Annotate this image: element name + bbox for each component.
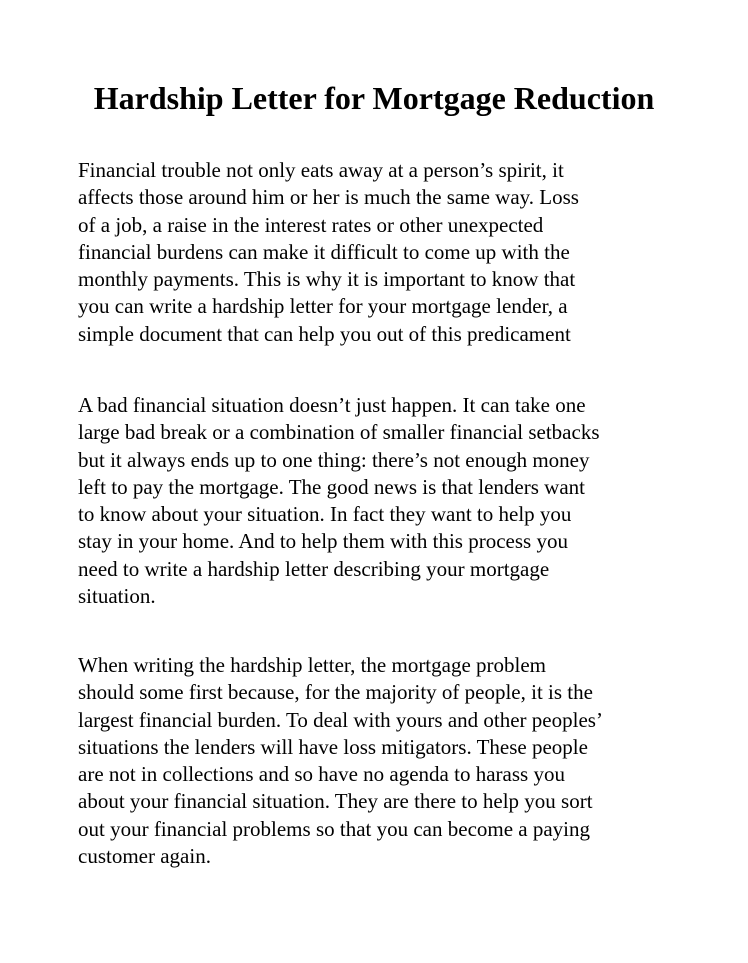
- paragraph-line: about your financial situation. They are there to help you sort: [78, 789, 593, 814]
- paragraph-line: large bad break or a combination of smaller financial setbacks: [78, 420, 600, 445]
- paragraph-line: customer again.: [78, 844, 211, 869]
- paragraph-line: should some first because, for the majority of people, it is the: [78, 680, 593, 705]
- paragraph-line: affects those around him or her is much the same way. Loss: [78, 185, 579, 210]
- paragraph-line: situations the lenders will have loss mitigators. These people: [78, 734, 588, 759]
- paragraph-line: simple document that can help you out of this predicament: [78, 321, 571, 346]
- paragraph-line: but it always ends up to one thing: there’s not enough money: [78, 447, 590, 472]
- paragraph-line: monthly payments. This is why it is important to know that: [78, 267, 576, 292]
- paragraph-line: need to write a hardship letter describing your mortgage: [78, 556, 550, 581]
- paragraph-line: stay in your home. And to help them with this process you: [78, 529, 568, 554]
- paragraph-line: out your financial problems so that you can become a paying: [78, 816, 591, 841]
- paragraph-1: [78, 157, 678, 348]
- document-title: Hardship Letter for Mortgage Reduction: [93, 80, 655, 116]
- paragraph-2: [78, 392, 678, 610]
- paragraph-line: left to pay the mortgage. The good news is that lenders want: [78, 474, 585, 499]
- paragraph-line: you can write a hardship letter for your mortgage lender, a: [78, 294, 568, 319]
- paragraph-3: [78, 652, 678, 870]
- paragraph-line: are not in collections and so have no agenda to harass you: [78, 762, 565, 787]
- paragraph-line: situation.: [78, 584, 156, 609]
- paragraph-line: to know about your situation. In fact they want to help you: [78, 502, 572, 527]
- paragraph-line: financial burdens can make it difficult to come up with the: [78, 239, 570, 264]
- paragraph-line: of a job, a raise in the interest rates or other unexpected: [78, 212, 544, 237]
- paragraph-line: largest financial burden. To deal with yours and other peoples’: [78, 707, 603, 732]
- paragraph-line: A bad financial situation doesn’t just happen. It can take one: [78, 393, 586, 417]
- paragraph-line: When writing the hardship letter, the mortgage problem: [78, 653, 547, 677]
- paragraph-line: Financial trouble not only eats away at a person’s spirit, it: [78, 158, 564, 182]
